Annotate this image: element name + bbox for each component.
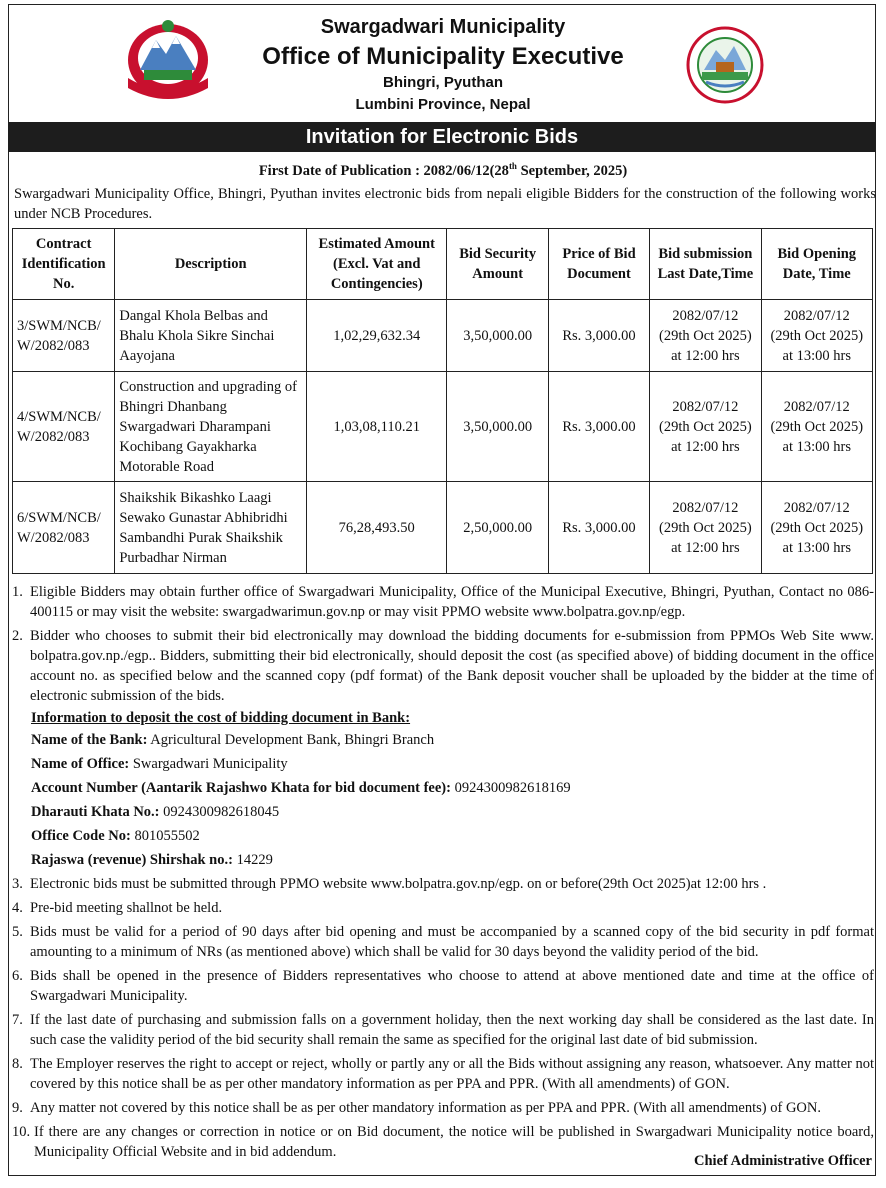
opening-date: 2082/07/12 [783,307,850,324]
opening-date: 2082/07/12 [783,398,850,415]
note-text: Eligible Bidders may obtain further office of Swargadwari Municipality, Office of the Municipal Executive, Bhingri, Pyuthan, Contact no 086-400115 or may visit the website: swargadwarimun.gov.np or may visit PPMO website www.bolpatra.gov.np/egp. [30,584,874,620]
office-code-line: Office Code No: 801055502 [31,828,200,844]
col-header-id: Contract Identification No. [13,229,115,300]
note-item: 5. Bids must be valid for a period of 90 days after bid opening and must be accompanied by a scanned copy of the bid security in pdf format amounting to a minimum of NRs (as mentioned above) which shall be valid for 30 days beyond the validity period of the bid. [12,924,874,960]
col-header-opening: Bid Opening Date, Time [761,229,872,300]
col-header-description: Description [115,229,307,300]
col-header-submission: Bid submission Last Date,Time [650,229,761,300]
bids-table [12,228,873,574]
note-text: The Employer reserves the right to accept or reject, wholly or partly any or all the Bids without assigning any reason, whatsoever. Any matter not covered by this notice shall be as per other mandatory information as per PPA and PPR. (With all amendments) of GON. [30,1056,874,1092]
submission-date: 2082/07/12 [672,398,739,415]
submission-time: at 12:00 hrs [671,539,740,556]
office-name: Office of Municipality Executive [262,43,624,70]
bank-name-line: Name of the Bank: Agricultural Development Bank, Bhingri Branch [31,732,435,748]
office-name-line: Name of Office: Swargadwari Municipality [31,756,288,772]
cell-price: Rs. 3,000.00 [548,300,649,372]
submission-date-en: (29th Oct 2025) [659,418,752,435]
note-text: Bids shall be opened in the presence of Bidders representatives who choose to attend at above mentioned date and time at the office of Swargadwari Municipality. [30,968,874,1004]
submission-time: at 12:00 hrs [671,347,740,364]
office-location: Bhingri, Pyuthan [383,74,503,91]
opening-date-en: (29th Oct 2025) [770,519,864,536]
opening-time: at 13:00 hrs [782,438,851,455]
cell-opening [761,300,872,372]
cell-price: Rs. 3,000.00 [548,482,649,574]
note-text: Any matter not covered by this notice shall be as per other mandatory information as per PPA and PPR. (With all amendments) of GON. [30,1100,821,1116]
note-item: 1. Eligible Bidders may obtain further office of Swargadwari Municipality, Office of the Municipal Executive, Bhingri, Pyuthan, Contact no 086-400115 or may visit the website: swargadwarimun.gov.np or may visit PPMO website www.bolpatra.gov.np/egp. [12,584,874,620]
cell-contract-id: 4/SWM/NCB/ W/2082/083 [13,372,115,482]
cell-price: Rs. 3,000.00 [548,372,649,482]
municipality-seal-logo [686,26,764,104]
opening-date: 2082/07/12 [783,499,850,516]
submission-date-en: (29th Oct 2025) [659,327,752,344]
opening-date-en: (29th Oct 2025) [770,418,864,435]
opening-date-en: (29th Oct 2025) [770,327,864,344]
cell-submission [650,300,761,372]
col-header-amount: Estimated Amount (Excl. Vat and Contingencies) [307,229,447,300]
cell-amount: 1,03,08,110.21 [307,372,447,482]
note-item: 4. Pre-bid meeting shallnot be held. [12,898,874,918]
cell-description: Dangal Khola Belbas and Bhalu Khola Sikre Sinchai Aayojana [115,300,307,372]
intro-paragraph: Swargadwari Municipality Office, Bhingri, Pyuthan invites electronic bids from nepali eligible Bidders for the construction of the following works under NCB Procedures. [14,186,876,222]
submission-date-en: (29th Oct 2025) [659,519,752,536]
cell-description: Construction and upgrading of Bhingri Dhanbang Swargadwari Dharampani Kochibang Gayakharka Motorable Road [115,372,307,482]
cell-description: Shaikshik Bikashko Laagi Sewako Gunastar Abhibridhi Sambandhi Purak Shaikshik Purbadhar Nirman [115,482,307,574]
cell-submission [650,372,761,482]
dharauti-line: Dharauti Khata No.: 0924300982618045 [31,804,280,820]
opening-time: at 13:00 hrs [782,347,851,364]
municipality-name: Swargadwari Municipality [320,16,566,38]
account-number-line: Account Number (Aantarik Rajashwo Khata for bid document fee): 0924300982618169 [31,780,571,796]
note-item: 10. If there are any changes or correction in notice or on Bid document, the notice will be published in Swargadwari Municipality notice board, Municipality Official Website and in bid addendum. [12,1124,874,1160]
notes-list [12,582,874,1166]
publication-date: First Date of Publication : 2082/06/12(28th September, 2025) [258,161,628,179]
note-text: Bidder who chooses to submit their bid electronically may download the bidding documents for e-submission from PPMOs Web Site www. bolpatra.gov.np./egp.. Bidders, submitting their bid electronically, should deposit the cost (as specified above) of bidding document in the office account no. as specified below and the scanned copy (pdf format) of the Bank deposit voucher shall be uploaded by the bidder at the time of electronic submission of the bids. [30,628,874,704]
office-province: Lumbini Province, Nepal [355,96,531,113]
note-item: 8. The Employer reserves the right to accept or reject, wholly or partly any or all the Bids without assigning any reason, whatsoever. Any matter not covered by this notice shall be as per other mandatory information as per PPA and PPR. (With all amendments) of GON. [12,1056,874,1092]
submission-date: 2082/07/12 [672,307,739,324]
opening-time: at 13:00 hrs [782,539,851,556]
signature-title: Chief Administrative Officer [694,1153,872,1169]
table-row [13,482,873,574]
note-text: Electronic bids must be submitted through PPMO website www.bolpatra.gov.np/egp. on or before(29th Oct 2025)at 12:00 hrs . [30,876,767,892]
note-item: 2. Bidder who chooses to submit their bid electronically may download the bidding documents for e-submission from PPMOs Web Site www. bolpatra.gov.np./egp.. Bidders, submitting their bid electronically, should deposit the cost (as specified above) of bidding document in the office account no. as specified below and the scanned copy (pdf format) of the Bank deposit voucher shall be uploaded by the bidder at the time of electronic submission of the bids. [12,628,874,704]
col-header-security: Bid Security Amount [447,229,548,300]
note-text: Pre-bid meeting shallnot be held. [30,900,223,916]
note-item: 6. Bids shall be opened in the presence of Bidders representatives who choose to attend at above mentioned date and time at the office of Swargadwari Municipality. [12,968,874,1004]
cell-security: 3,50,000.00 [447,372,548,482]
submission-time: at 12:00 hrs [671,438,740,455]
cell-security: 3,50,000.00 [447,300,548,372]
table-row [13,372,873,482]
bank-info-heading: Information to deposit the cost of bidding document in Bank: [31,710,411,726]
cell-amount: 76,28,493.50 [307,482,447,574]
submission-date: 2082/07/12 [672,499,739,516]
table-header-row [13,229,873,300]
cell-opening [761,482,872,574]
cell-security: 2,50,000.00 [447,482,548,574]
table-row [13,300,873,372]
cell-amount: 1,02,29,632.34 [307,300,447,372]
col-header-price: Price of Bid Document [548,229,649,300]
note-text: Bids must be valid for a period of 90 days after bid opening and must be accompanied by a scanned copy of the bid security in pdf format amounting to a minimum of NRs (as mentioned above) which shall be valid for 30 days beyond the validity period of the bid. [30,924,874,960]
note-item: 9. Any matter not covered by this notice shall be as per other mandatory information as per PPA and PPR. (With all amendments) of GON. [12,1098,874,1118]
rajaswa-line: Rajaswa (revenue) Shirshak no.: 14229 [31,852,273,868]
note-text: If the last date of purchasing and submission falls on a government holiday, then the next working day shall be considered as the last date. In such case the validity period of the bid security shall remain the same as specified for the original last date of bid submission. [30,1012,874,1048]
cell-contract-id: 6/SWM/NCB/ W/2082/083 [13,482,115,574]
cell-contract-id: 3/SWM/NCB/ W/2082/083 [13,300,115,372]
note-item: 3. Electronic bids must be submitted through PPMO website www.bolpatra.gov.np/egp. on or before(29th Oct 2025)at 12:00 hrs . [12,874,874,894]
notice-banner: Invitation for Electronic Bids [8,122,876,152]
cell-opening [761,372,872,482]
note-text: If there are any changes or correction in notice or on Bid document, the notice will be published in Swargadwari Municipality notice board, Municipality Official Website and in bid addendum. [34,1124,874,1160]
cell-submission [650,482,761,574]
note-item: 7. If the last date of purchasing and submission falls on a government holiday, then the next working day shall be considered as the last date. In such case the validity period of the bid security shall remain the same as specified for the original last date of bid submission. [12,1012,874,1048]
